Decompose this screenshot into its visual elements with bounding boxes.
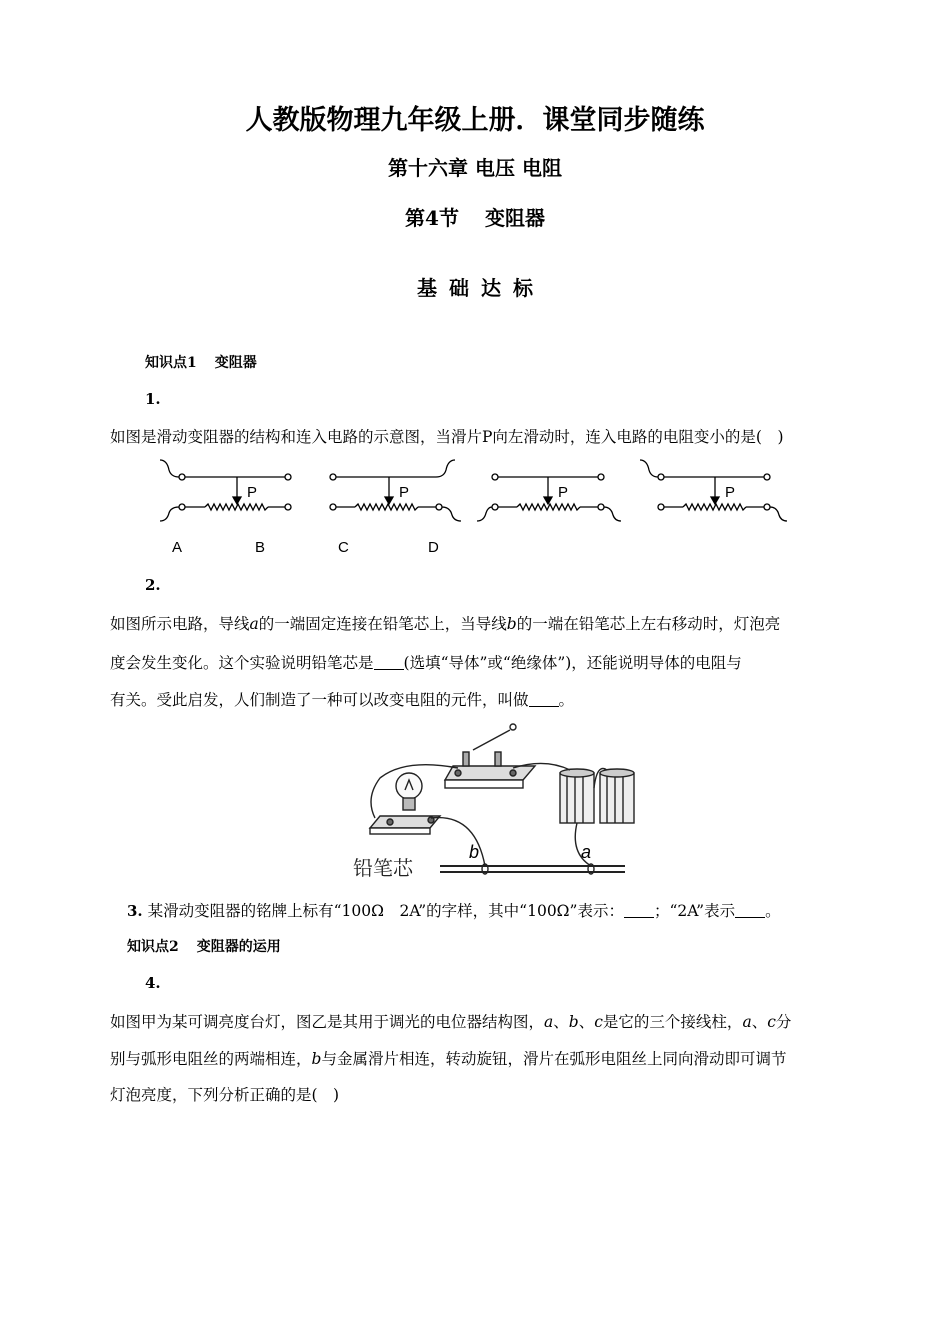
question-4-line-2: 别与弧形电阻丝的两端相连，b与金属滑片相连，转动旋钮，滑片在弧形电阻丝上同向滑动即可调节 [110,1050,787,1068]
page-title: 人教版物理九年级上册．课堂同步随练 [245,105,705,136]
question-2-line-1: 如图所示电路，导线a的一端固定连接在铅笔芯上，当导线b的一端在铅笔芯上左右移动时，灯泡亮 [110,615,781,633]
rheostat-diagram-d [640,460,787,521]
question-3: 3. 某滑动变阻器的铭牌上标有“100Ω 2A”的字样，其中“100Ω”表示： ；“2A”表示 。 [127,902,781,920]
option-label-a: A [172,539,183,556]
question-2-line-3: 有关。受此启发，人们制造了一种可以改变电阻的元件，叫做 。 [110,691,575,709]
question-3-number: 3. [127,902,143,920]
section-number: 第4节 [405,206,459,230]
rheostat-diagrams [155,455,795,530]
slider-label-c: P [558,484,569,501]
option-label-b: B [255,539,266,556]
question-1-text: 如图是滑动变阻器的结构和连入电路的示意图，当滑片P向左滑动时，连入电路的电阻变小的是( ) [110,428,784,446]
question-2-line-2: 度会发生变化。这个实验说明铅笔芯是 (选填“导体”或“绝缘体”)，还能说明导体的电阻与 [110,654,742,672]
slider-label-b: P [399,484,410,501]
section-heading [0,202,950,231]
pencil-lead-label: 铅笔芯 [353,858,413,880]
section-name: 变阻器 [484,206,545,230]
question-1-number: 1. [145,390,161,408]
answer-blank[interactable] [529,691,559,708]
basics-heading: 基础达标 [417,276,545,300]
question-4-line-3: 灯泡亮度，下列分析正确的是( ) [110,1086,340,1104]
kp2-label: 知识点2 [127,939,179,955]
figure-label-a: a [581,842,592,862]
question-2-number: 2. [145,576,161,594]
option-label-d: D [428,539,439,556]
slider-label-a: P [247,484,258,501]
variable-a: a [249,615,259,633]
knowledge-point-1 [145,352,257,372]
question-4-number: 4. [145,974,161,992]
variable-b: b [506,615,517,633]
answer-blank[interactable] [624,902,654,919]
rheostat-diagram-b [330,460,461,521]
knowledge-point-2 [127,936,281,956]
question-4-line-1: 如图甲为某可调亮度台灯，图乙是其用于调光的电位器结构图，a、b、c是它的三个接线柱，a、c分 [110,1013,792,1031]
pencil-lead-circuit-figure [345,718,645,888]
kp1-label: 知识点1 [145,355,197,371]
kp2-name: 变阻器的运用 [196,939,281,955]
answer-blank[interactable] [735,902,765,919]
rheostat-diagram-a [160,460,291,521]
option-label-c: C [338,539,349,556]
figure-label-b: b [469,842,480,862]
kp1-name: 变阻器 [214,355,257,371]
answer-blank[interactable] [374,654,404,671]
rheostat-diagram-c [477,474,621,521]
slider-label-d: P [725,484,736,501]
chapter-heading: 第十六章 电压 电阻 [388,156,562,180]
